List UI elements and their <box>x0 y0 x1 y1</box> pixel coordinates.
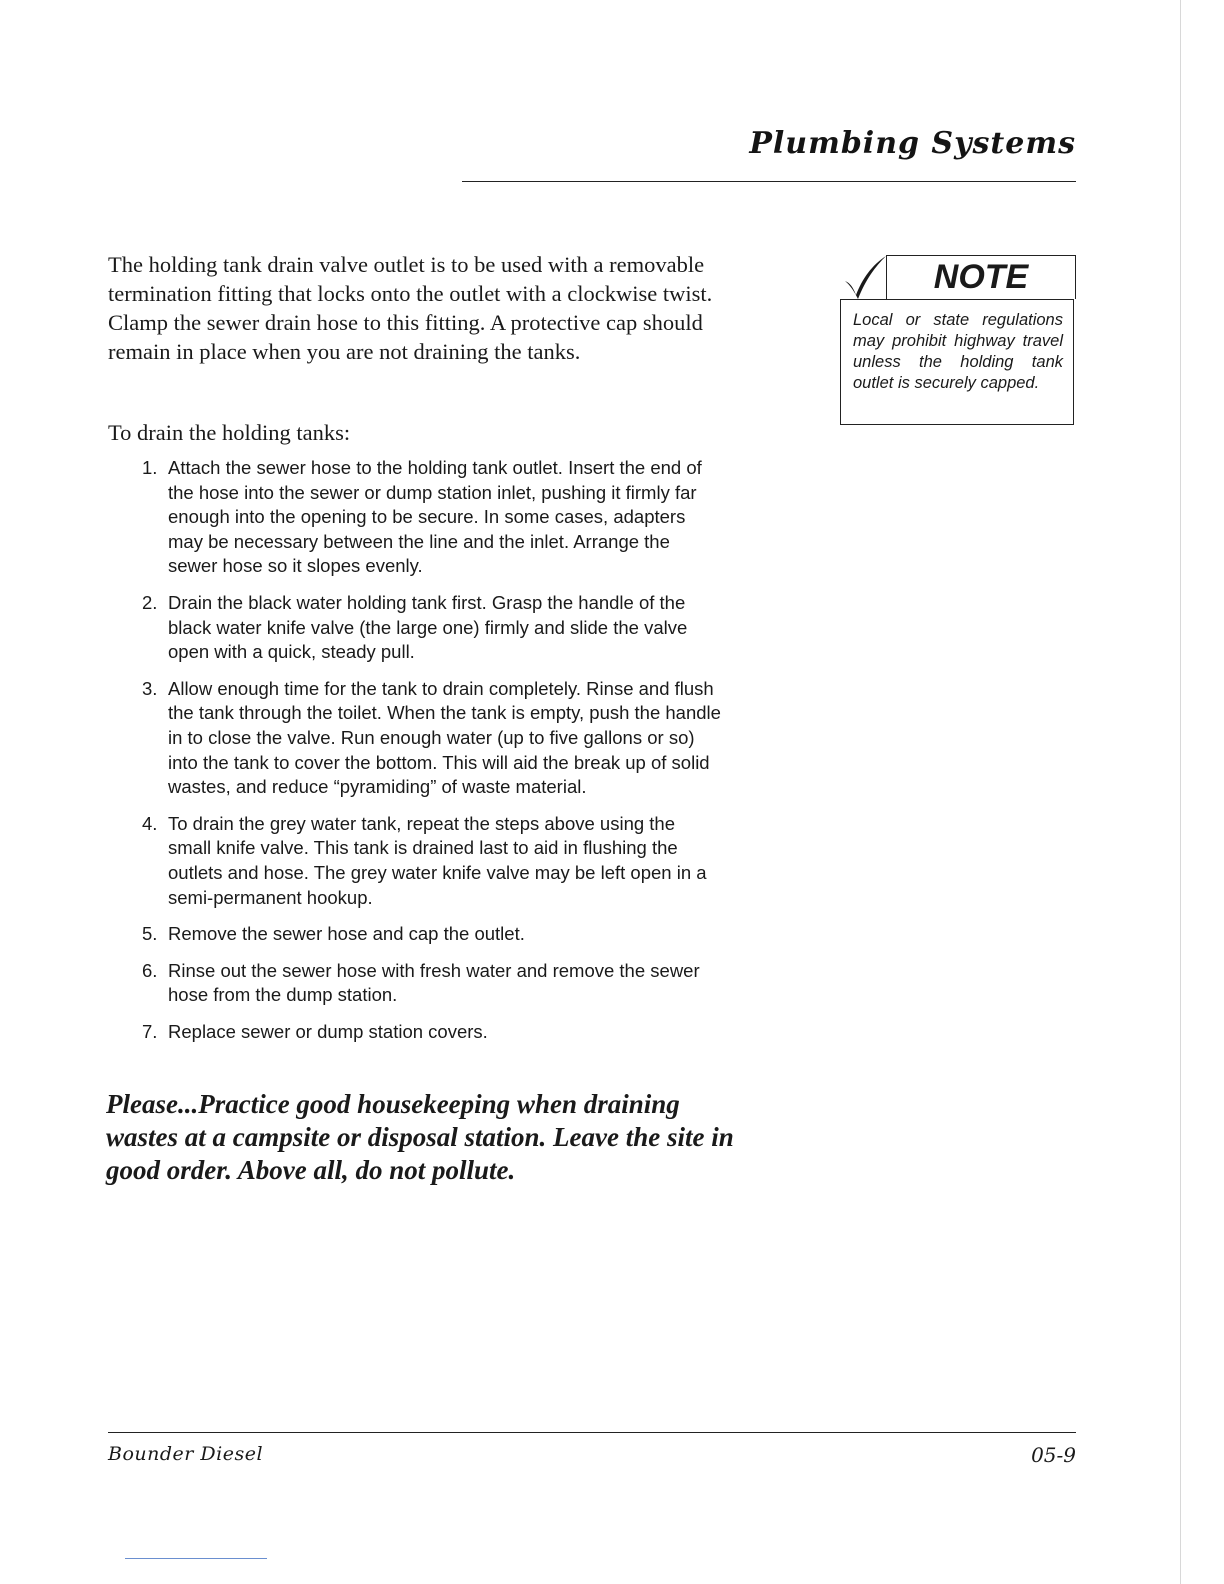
header-rule <box>462 181 1076 182</box>
step-text: Allow enough time for the tank to drain completely. Rinse and flush the tank through the toilet. When the tank is empty, push the handle in to close the valve. Run enough water (up to five gallons or so) into the tank to cover the bottom. This will aid the break up of solid wastes, and reduce “pyramiding” of waste material. <box>168 677 721 798</box>
step-number: 3. <box>142 677 158 699</box>
checkmark-icon <box>842 253 888 301</box>
footer-rule <box>108 1432 1076 1433</box>
steps-lead-in: To drain the holding tanks: <box>108 420 351 445</box>
footer-manual-title: Bounder Diesel <box>108 1443 264 1465</box>
step-number: 1. <box>142 457 158 478</box>
list-item <box>142 959 722 1008</box>
step-number: 5. <box>142 923 158 945</box>
step-number: 7. <box>142 1020 158 1042</box>
note-title: NOTE <box>886 255 1076 299</box>
page-header-title: Plumbing Systems <box>749 126 1076 161</box>
step-text: Remove the sewer hose and cap the outlet. <box>168 923 525 945</box>
step-number: 6. <box>142 959 158 981</box>
note-callout <box>840 255 1076 427</box>
step-number: 2. <box>142 591 158 613</box>
step-text: Drain the black water holding tank first. Grasp the handle of the black water knife valve (the large one) firmly and slide the valve open with a quick, steady pull. <box>168 591 688 663</box>
list-item <box>142 1020 722 1045</box>
list-item <box>142 456 722 579</box>
list-item <box>142 922 722 947</box>
footer-page-number: 05-9 <box>1031 1443 1076 1467</box>
closing-reminder: Please...Practice good housekeeping when draining wastes at a campsite or disposal station. Leave the site in good order. Above all, do not pollute. <box>106 1089 734 1185</box>
drain-steps-list <box>142 456 722 1056</box>
list-item <box>142 677 722 800</box>
note-body: Local or state regulations may prohibit highway travel unless the holding tank outlet is securely capped. <box>840 299 1074 425</box>
step-text: Attach the sewer hose to the holding tank outlet. Insert the end of the hose into the sewer or dump station inlet, pushing it firmly far enough into the opening to be secure. In some cases, adapters may be necessary between the line and the inlet. Arrange the sewer hose so it slopes evenly. <box>168 457 702 577</box>
intro-paragraph: The holding tank drain valve outlet is to be used with a removable termination fitting that locks onto the outlet with a clockwise twist. Clamp the sewer drain hose to this fitting. A protective cap should remain in place when you are not draining the tanks. <box>108 252 713 364</box>
step-text: To drain the grey water tank, repeat the steps above using the small knife valve. This tank is drained last to aid in flushing the outlets and hose. The grey water knife valve may be left open in a semi-permanent hookup. <box>168 812 707 908</box>
step-number: 4. <box>142 812 158 834</box>
scan-mark-line <box>125 1558 267 1559</box>
list-item <box>142 812 722 910</box>
step-text: Rinse out the sewer hose with fresh water and remove the sewer hose from the dump station. <box>168 959 700 1006</box>
list-item <box>142 591 722 665</box>
step-text: Replace sewer or dump station covers. <box>168 1020 488 1042</box>
scan-edge-line <box>1180 0 1181 1584</box>
